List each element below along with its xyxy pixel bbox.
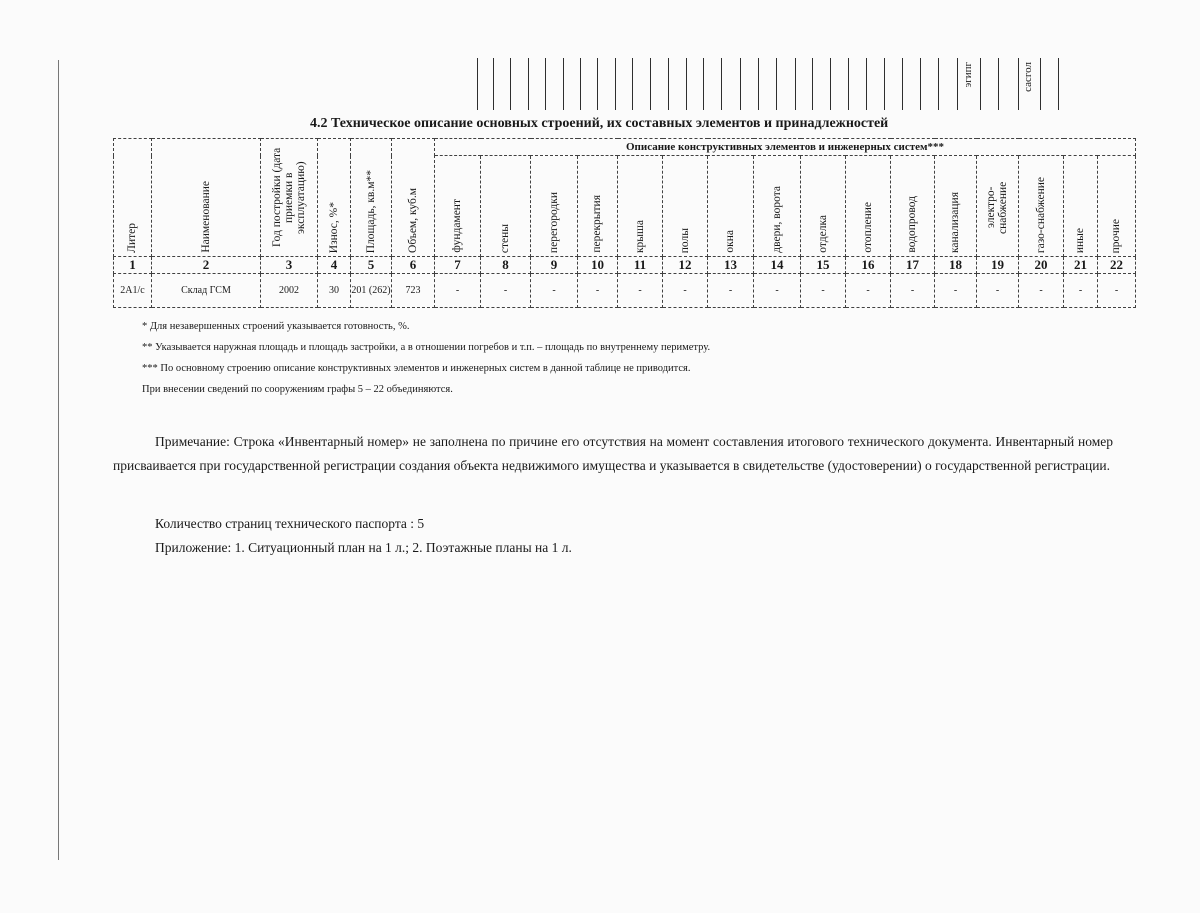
table-cell: - <box>846 274 891 308</box>
fragment-line <box>528 58 529 110</box>
top-fragment-text: сасгол <box>1022 62 1034 92</box>
subcolumn-label: газо-снабжение <box>1034 176 1047 253</box>
column-number: 2 <box>152 257 261 274</box>
subcolumn-header <box>1019 156 1064 257</box>
fragment-line <box>510 58 511 110</box>
subcolumn-header <box>435 156 481 257</box>
table-cell: 2002 <box>261 274 318 308</box>
column-number: 21 <box>1064 257 1098 274</box>
column-number: 6 <box>392 257 435 274</box>
table-cell: - <box>435 274 481 308</box>
subcolumn-header <box>663 156 708 257</box>
subcolumn-header <box>977 156 1019 257</box>
column-number: 15 <box>801 257 846 274</box>
column-number: 19 <box>977 257 1019 274</box>
column-number: 14 <box>754 257 801 274</box>
subcolumn-header <box>801 156 846 257</box>
column-number: 17 <box>891 257 935 274</box>
subcolumn-label: окна <box>724 230 737 253</box>
column-header <box>351 139 392 257</box>
note-paragraph: Примечание: Строка «Инвентарный номер» не заполнена по причине его отсутствия на момент составления итогового технического документа. Инвентарный номер присваивается при государственной регистрации создания объекта недвижимого имущества и указывается в свидетельстве (удостоверении) о государственной регистрации. <box>113 434 1113 473</box>
table-cell: 2А1/с <box>114 274 152 308</box>
fragment-line <box>848 58 849 110</box>
fragment-line <box>632 58 633 110</box>
fragment-line <box>477 58 478 110</box>
footnote: *** По основному строению описание конструктивных элементов и инженерных систем в данной таблице не приводится. <box>142 363 691 374</box>
appendix: Приложение: 1. Ситуационный план на 1 л.; 2. Поэтажные планы на 1 л. <box>155 540 572 555</box>
column-header <box>152 139 261 257</box>
table-cell: 723 <box>392 274 435 308</box>
table-cell: - <box>977 274 1019 308</box>
fragment-line <box>563 58 564 110</box>
table-cell: - <box>754 274 801 308</box>
subcolumn-label: перегородки <box>547 191 560 253</box>
table-cell: - <box>891 274 935 308</box>
fragment-line <box>795 58 796 110</box>
fragment-line <box>884 58 885 110</box>
subcolumn-label: иные <box>1074 227 1087 253</box>
subcolumn-header <box>846 156 891 257</box>
column-header-label: Литер <box>126 223 139 253</box>
footnote: ** Указывается наружная площадь и площадь застройки, а в отношении погребов и т.п. – площадь по внутреннему периметру. <box>142 342 711 353</box>
fragment-line <box>721 58 722 110</box>
fragment-line <box>980 58 981 110</box>
footnote: При внесении сведений по сооружениям графы 5 – 22 объединяются. <box>142 384 453 395</box>
table-cell: - <box>531 274 578 308</box>
column-number: 4 <box>318 257 351 274</box>
subcolumn-label: крыша <box>633 219 646 253</box>
fragment-line <box>812 58 813 110</box>
table-cell: - <box>935 274 977 308</box>
subcolumn-header <box>1098 156 1136 257</box>
subcolumn-label: двери, ворота <box>770 186 783 253</box>
footnote: * Для незавершенных строений указывается готовность, %. <box>142 321 410 332</box>
column-number: 13 <box>708 257 754 274</box>
table-cell: - <box>663 274 708 308</box>
table-cell: - <box>578 274 618 308</box>
column-number: 20 <box>1019 257 1064 274</box>
fragment-line <box>902 58 903 110</box>
table-cell: - <box>1098 274 1136 308</box>
column-number: 16 <box>846 257 891 274</box>
fragment-line <box>580 58 581 110</box>
column-header <box>392 139 435 257</box>
fragment-line <box>866 58 867 110</box>
column-header-label: Износ, %* <box>327 201 340 253</box>
column-number: 22 <box>1098 257 1136 274</box>
table-cell: 201 (262) <box>351 274 392 308</box>
subcolumn-label: отопление <box>861 202 874 253</box>
subcolumn-label: прочие <box>1110 218 1123 253</box>
column-header-label: Объем, куб.м <box>406 188 419 253</box>
table-cell: - <box>801 274 846 308</box>
subcolumn-header <box>481 156 531 257</box>
subcolumn-header <box>578 156 618 257</box>
subcolumn-label: полы <box>678 227 691 253</box>
column-number: 8 <box>481 257 531 274</box>
fragment-line <box>830 58 831 110</box>
column-header <box>114 139 152 257</box>
column-header <box>318 139 351 257</box>
column-header-label: Год постройки (дата приемки в эксплуатацию) <box>270 147 308 248</box>
footnotes <box>142 316 710 400</box>
column-number: 3 <box>261 257 318 274</box>
subcolumn-label: водопровод <box>906 196 919 253</box>
fragment-line <box>920 58 921 110</box>
fragment-line <box>1018 58 1019 110</box>
table-cell: - <box>1064 274 1098 308</box>
column-number: 1 <box>114 257 152 274</box>
subcolumn-label: отделка <box>816 215 829 253</box>
column-header <box>261 139 318 257</box>
fragment-line <box>686 58 687 110</box>
subcolumn-header <box>708 156 754 257</box>
column-number: 7 <box>435 257 481 274</box>
table-cell: - <box>1019 274 1064 308</box>
table-cell: 30 <box>318 274 351 308</box>
fragment-line <box>998 58 999 110</box>
subcolumn-header <box>891 156 935 257</box>
group-header: Описание конструктивных элементов и инженерных систем*** <box>435 139 1136 156</box>
column-number: 12 <box>663 257 708 274</box>
subcolumn-label: стены <box>499 223 512 253</box>
fragment-line <box>703 58 704 110</box>
subcolumn-header <box>754 156 801 257</box>
fragment-line <box>776 58 777 110</box>
page-count: Количество страниц технического паспорта : 5 <box>155 516 425 531</box>
fragment-line <box>758 58 759 110</box>
table-cell: - <box>708 274 754 308</box>
subcolumn-header <box>1064 156 1098 257</box>
table-cell: - <box>481 274 531 308</box>
scan-margin-line <box>58 60 59 860</box>
subcolumn-label: электро-снабжение <box>985 181 1010 234</box>
structures-table <box>113 138 1136 308</box>
fragment-line <box>597 58 598 110</box>
fragment-line <box>545 58 546 110</box>
subcolumn-label: перекрытия <box>591 195 604 253</box>
column-number: 18 <box>935 257 977 274</box>
column-number: 11 <box>618 257 663 274</box>
column-number: 10 <box>578 257 618 274</box>
fragment-line <box>957 58 958 110</box>
fragment-line <box>1040 58 1041 110</box>
column-header-label: Площадь, кв.м** <box>364 169 377 253</box>
column-number: 5 <box>351 257 392 274</box>
subcolumn-header <box>935 156 977 257</box>
column-header-label: Наименование <box>199 181 212 253</box>
subcolumn-header <box>618 156 663 257</box>
section-title: 4.2 Техническое описание основных строений, их составных элементов и принадлежностей <box>310 116 889 131</box>
subcolumn-label: канализация <box>949 191 962 253</box>
table-cell: - <box>618 274 663 308</box>
fragment-line <box>740 58 741 110</box>
table-cell: Склад ГСМ <box>152 274 261 308</box>
column-number: 9 <box>531 257 578 274</box>
fragment-line <box>938 58 939 110</box>
subcolumn-header <box>531 156 578 257</box>
fragment-line <box>615 58 616 110</box>
subcolumn-label: фундамент <box>451 199 464 253</box>
fragment-line <box>493 58 494 110</box>
fragment-line <box>1058 58 1059 110</box>
top-fragment-text: эгипг <box>962 62 974 88</box>
fragment-line <box>668 58 669 110</box>
fragment-line <box>650 58 651 110</box>
